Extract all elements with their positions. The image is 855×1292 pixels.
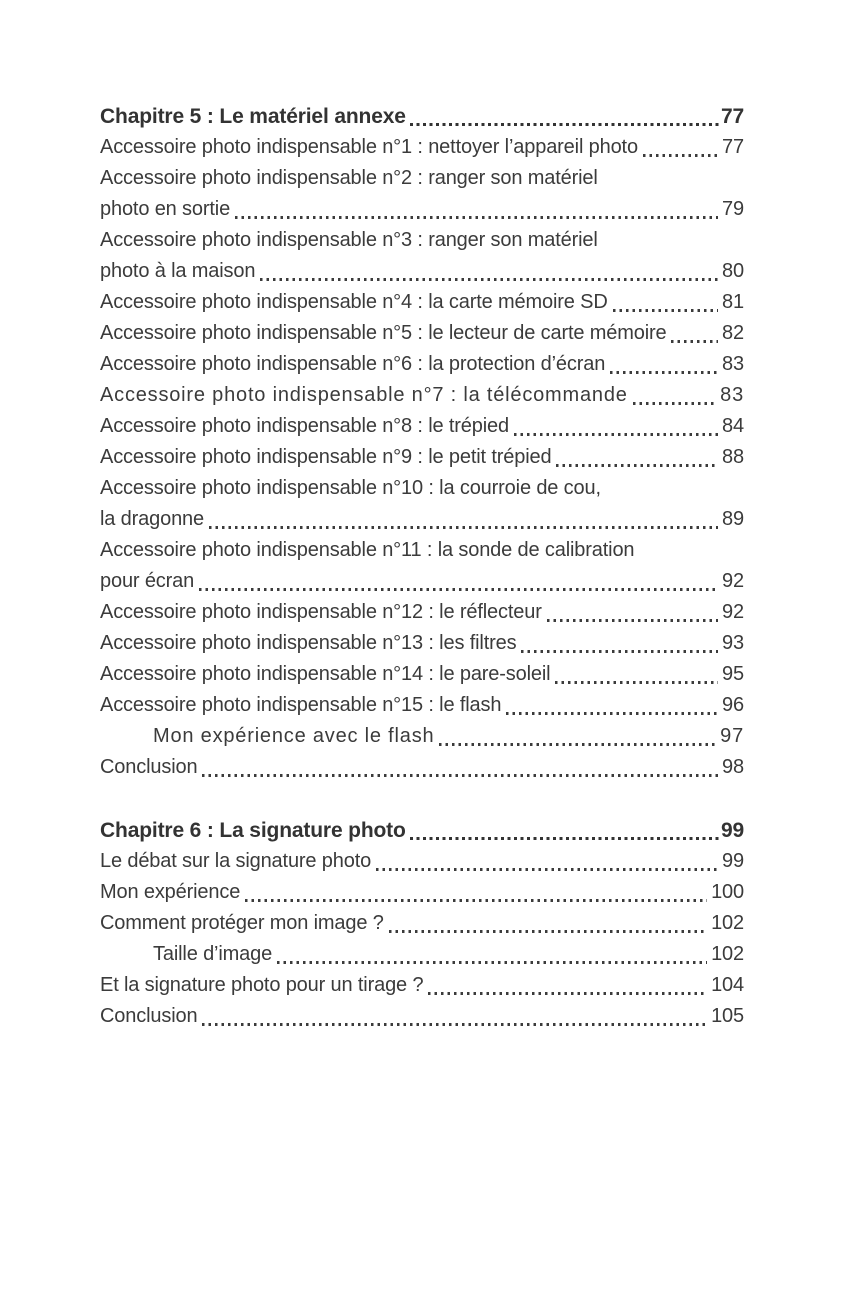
table-of-contents bbox=[100, 101, 744, 1032]
toc-entry-row bbox=[100, 939, 744, 970]
toc-entry-row bbox=[100, 442, 744, 473]
entry-title: Taille d’image bbox=[153, 943, 273, 965]
entry-title: Accessoire photo indispensable n°8 : le trépied bbox=[100, 415, 509, 437]
toc-entry-row bbox=[100, 132, 744, 163]
entry-title: Mon expérience bbox=[100, 881, 241, 903]
toc-entry-row bbox=[100, 225, 744, 256]
toc-entry-row bbox=[100, 752, 744, 783]
page-number: 79 bbox=[722, 198, 744, 220]
toc-entry-row bbox=[100, 318, 744, 349]
toc-entry-row bbox=[100, 349, 744, 380]
entry-title: Accessoire photo indispensable n°12 : le réflecteur bbox=[100, 601, 542, 623]
entry-title: Accessoire photo indispensable n°7 : la télécommande bbox=[100, 384, 628, 406]
toc-entry-row bbox=[100, 908, 744, 939]
dot-leader bbox=[506, 712, 718, 715]
toc-entry-row bbox=[100, 970, 744, 1001]
toc-entry-row bbox=[100, 411, 744, 442]
entry-title: Accessoire photo indispensable n°2 : ranger son matériel bbox=[100, 167, 598, 189]
toc-chapter-row bbox=[100, 815, 744, 846]
toc-entry-row bbox=[100, 380, 744, 411]
dot-leader bbox=[235, 216, 718, 219]
entry-title: Comment protéger mon image ? bbox=[100, 912, 384, 934]
toc-entry-row bbox=[100, 659, 744, 690]
toc-entry-row bbox=[100, 473, 744, 504]
dot-leader bbox=[556, 464, 718, 467]
toc-entry-row bbox=[100, 194, 744, 225]
page-number: 80 bbox=[722, 260, 744, 282]
entry-title: Accessoire photo indispensable n°9 : le petit trépied bbox=[100, 446, 552, 468]
entry-title: Accessoire photo indispensable n°5 : le lecteur de carte mémoire bbox=[100, 322, 667, 344]
page-number: 102 bbox=[711, 943, 744, 965]
toc-entry-row bbox=[100, 504, 744, 535]
page-number: 100 bbox=[711, 881, 744, 903]
dot-leader bbox=[202, 774, 718, 777]
entry-title: Conclusion bbox=[100, 756, 198, 778]
page-number: 96 bbox=[722, 694, 744, 716]
entry-title: Accessoire photo indispensable n°1 : nettoyer l’appareil photo bbox=[100, 136, 638, 158]
toc-entry-row bbox=[100, 163, 744, 194]
dot-leader bbox=[245, 899, 707, 902]
page-number: 92 bbox=[722, 570, 744, 592]
page-number: 99 bbox=[722, 850, 744, 872]
page-number: 99 bbox=[720, 819, 744, 842]
toc-entry-row bbox=[100, 846, 744, 877]
dot-leader bbox=[671, 340, 718, 343]
page-number: 77 bbox=[722, 136, 744, 158]
entry-title: Accessoire photo indispensable n°14 : le pare-soleil bbox=[100, 663, 551, 685]
page-number: 97 bbox=[720, 725, 744, 747]
entry-title: Le débat sur la signature photo bbox=[100, 850, 372, 872]
toc-entry-row bbox=[100, 690, 744, 721]
toc-entry-row bbox=[100, 877, 744, 908]
toc-entry-row bbox=[100, 597, 744, 628]
page-number: 98 bbox=[722, 756, 744, 778]
dot-leader bbox=[410, 123, 720, 126]
page-number: 81 bbox=[722, 291, 744, 313]
page-number: 92 bbox=[722, 601, 744, 623]
entry-title: Accessoire photo indispensable n°10 : la courroie de cou, bbox=[100, 477, 601, 499]
entry-title: photo à la maison bbox=[100, 260, 256, 282]
toc-entry-row bbox=[100, 566, 744, 597]
toc-entry-row bbox=[100, 535, 744, 566]
toc-entry-row bbox=[100, 287, 744, 318]
toc-entry-row bbox=[100, 721, 744, 752]
entry-title: la dragonne bbox=[100, 508, 204, 530]
page-number: 84 bbox=[722, 415, 744, 437]
page-number: 88 bbox=[722, 446, 744, 468]
entry-title: pour écran bbox=[100, 570, 195, 592]
dot-leader bbox=[428, 992, 707, 995]
dot-leader bbox=[410, 837, 720, 840]
page-number: 93 bbox=[722, 632, 744, 654]
entry-title: Accessoire photo indispensable n°15 : le flash bbox=[100, 694, 502, 716]
toc-entry-row bbox=[100, 256, 744, 287]
toc-chapter-row bbox=[100, 101, 744, 132]
section-gap bbox=[100, 783, 744, 815]
entry-title: Et la signature photo pour un tirage ? bbox=[100, 974, 424, 996]
entry-title: Accessoire photo indispensable n°6 : la protection d’écran bbox=[100, 353, 606, 375]
page-number: 83 bbox=[720, 384, 744, 406]
toc-entry-row bbox=[100, 628, 744, 659]
page-number: 83 bbox=[722, 353, 744, 375]
dot-leader bbox=[376, 868, 718, 871]
dot-leader bbox=[547, 619, 718, 622]
entry-title: Accessoire photo indispensable n°3 : ranger son matériel bbox=[100, 229, 598, 251]
dot-leader bbox=[643, 154, 718, 157]
dot-leader bbox=[260, 278, 718, 281]
dot-leader bbox=[277, 961, 707, 964]
entry-title: Mon expérience avec le flash bbox=[153, 725, 435, 747]
dot-leader bbox=[555, 681, 718, 684]
dot-leader bbox=[389, 930, 707, 933]
dot-leader bbox=[514, 433, 718, 436]
dot-leader bbox=[199, 588, 718, 591]
dot-leader bbox=[521, 650, 718, 653]
page-number: 77 bbox=[720, 105, 744, 128]
entry-title: photo en sortie bbox=[100, 198, 231, 220]
dot-leader bbox=[439, 743, 716, 746]
page-number: 104 bbox=[711, 974, 744, 996]
entry-title: Conclusion bbox=[100, 1005, 198, 1027]
chapter-title: Chapitre 5 : Le matériel annexe bbox=[100, 105, 406, 128]
dot-leader bbox=[202, 1023, 707, 1026]
entry-title: Accessoire photo indispensable n°4 : la carte mémoire SD bbox=[100, 291, 608, 313]
dot-leader bbox=[613, 309, 718, 312]
page-number: 102 bbox=[711, 912, 744, 934]
toc-entry-row bbox=[100, 1001, 744, 1032]
page-number: 95 bbox=[722, 663, 744, 685]
page-number: 82 bbox=[722, 322, 744, 344]
entry-title: Accessoire photo indispensable n°13 : les filtres bbox=[100, 632, 517, 654]
chapter-title: Chapitre 6 : La signature photo bbox=[100, 819, 406, 842]
dot-leader bbox=[633, 402, 716, 405]
page-number: 105 bbox=[711, 1005, 744, 1027]
dot-leader bbox=[209, 526, 718, 529]
entry-title: Accessoire photo indispensable n°11 : la sonde de calibration bbox=[100, 539, 635, 561]
dot-leader bbox=[610, 371, 718, 374]
page-number: 89 bbox=[722, 508, 744, 530]
